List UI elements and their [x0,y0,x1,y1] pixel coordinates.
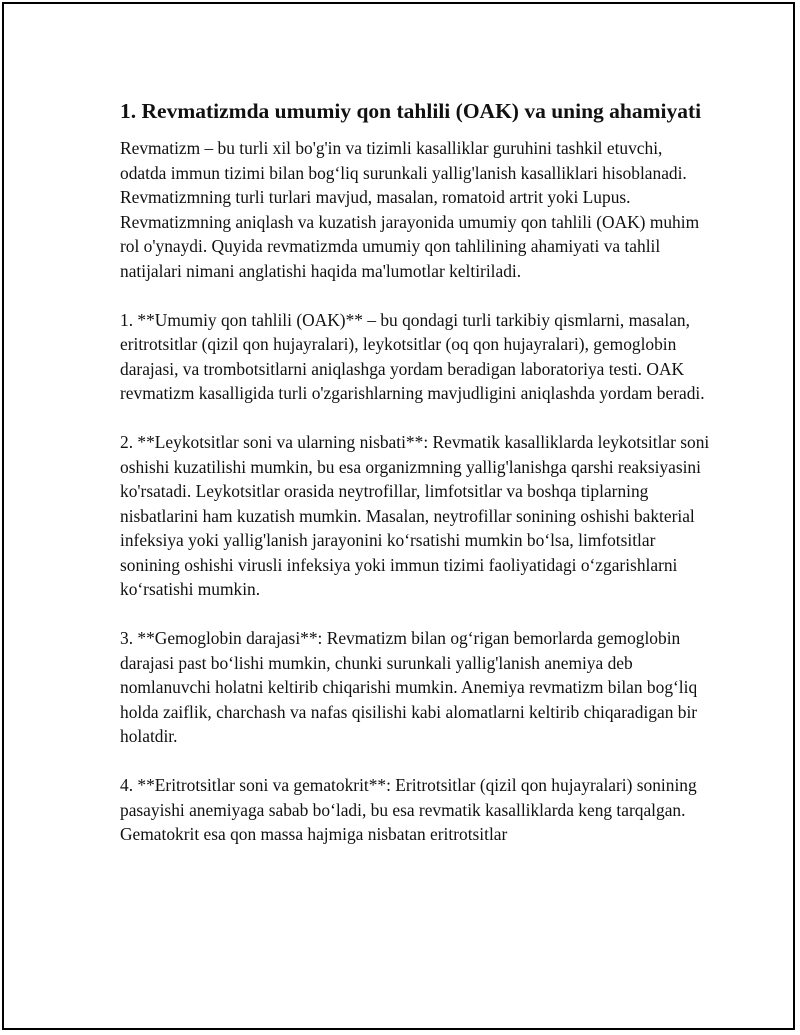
intro-paragraph: Revmatizm – bu turli xil bo'g'in va tizimli kasalliklar guruhini tashkil etuvchi, odatda immun tizimi bilan bog‘liq surunkali yallig'lanish kasalliklari hisoblanadi. Revmatizmning turli turlari mavjud, masalan, romatoid artrit yoki Lupus. Revmatizmning aniqlash va kuzatish jarayonida umumiy qon tahlili (OAK) muhim rol o'ynaydi. Quyida revmatizmda umumiy qon tahlilining ahamiyati va tahlil natijalari nimani anglatishi haqida ma'lumotlar keltiriladi. [120,138,700,281]
paragraph-oak: 1. **Umumiy qon tahlili (OAK)** – bu qondagi turli tarkibiy qismlarni, masalan, eritrotsitlar (qizil qon hujayralari), leykotsitlar (oq qon hujayralari), gemoglobin darajasi, va trombotsitlarni aniqlashga yordam beradigan laboratoriya testi. OAK revmatizm kasalligida turli o'zgarishlarning mavjudligini aniqlashda yordam beradi. [120,309,705,403]
paragraph-eritrotsitlar: 4. **Eritrotsitlar soni va gematokrit**: Eritrotsitlar (qizil qon hujayralari) sonining pasayishi anemiyaga sabab bo‘ladi, bu esa revmatik kasalliklarda keng tarqalgan. Gematokrit esa qon massa hajmiga nisbatan eritrotsitlar [120,775,697,844]
document-body [120,98,710,871]
document-page [2,2,795,1030]
paragraph-leykotsitlar: 2. **Leykotsitlar soni va ularning nisbati**: Revmatik kasalliklarda leykotsitlar soni oshishi kuzatilishi mumkin, bu esa organizmning yallig'lanishga qarshi reaksiyasini ko'rsatadi. Leykotsitlar orasida neytrofillar, limfotsitlar va boshqa tiplarning nisbatlarini ham kuzatish mumkin. Masalan, neytrofillar sonining oshishi bakterial infeksiya yoki yallig'lanish jarayonini ko‘rsatishi mumkin bo‘lsa, limfotsitlar sonining oshishi virusli infeksiya yoki immun tizimi faoliyatidagi o‘zgarishlarni ko‘rsatishi mumkin. [120,432,710,599]
paragraph-gemoglobin: 3. **Gemoglobin darajasi**: Revmatizm bilan og‘rigan bemorlarda gemoglobin darajasi past bo‘lishi mumkin, chunki surunkali yallig'lanish anemiya deb nomlanuvchi holatni keltirib chiqarishi mumkin. Anemiya revmatizm bilan bog‘liq holda zaiflik, charchash va nafas qisilishi kabi alomatlarni keltirib chiqaradigan bir holatdir. [120,628,698,746]
document-heading: 1. Revmatizmda umumiy qon tahlili (OAK) va uning ahamiyati [120,99,702,123]
